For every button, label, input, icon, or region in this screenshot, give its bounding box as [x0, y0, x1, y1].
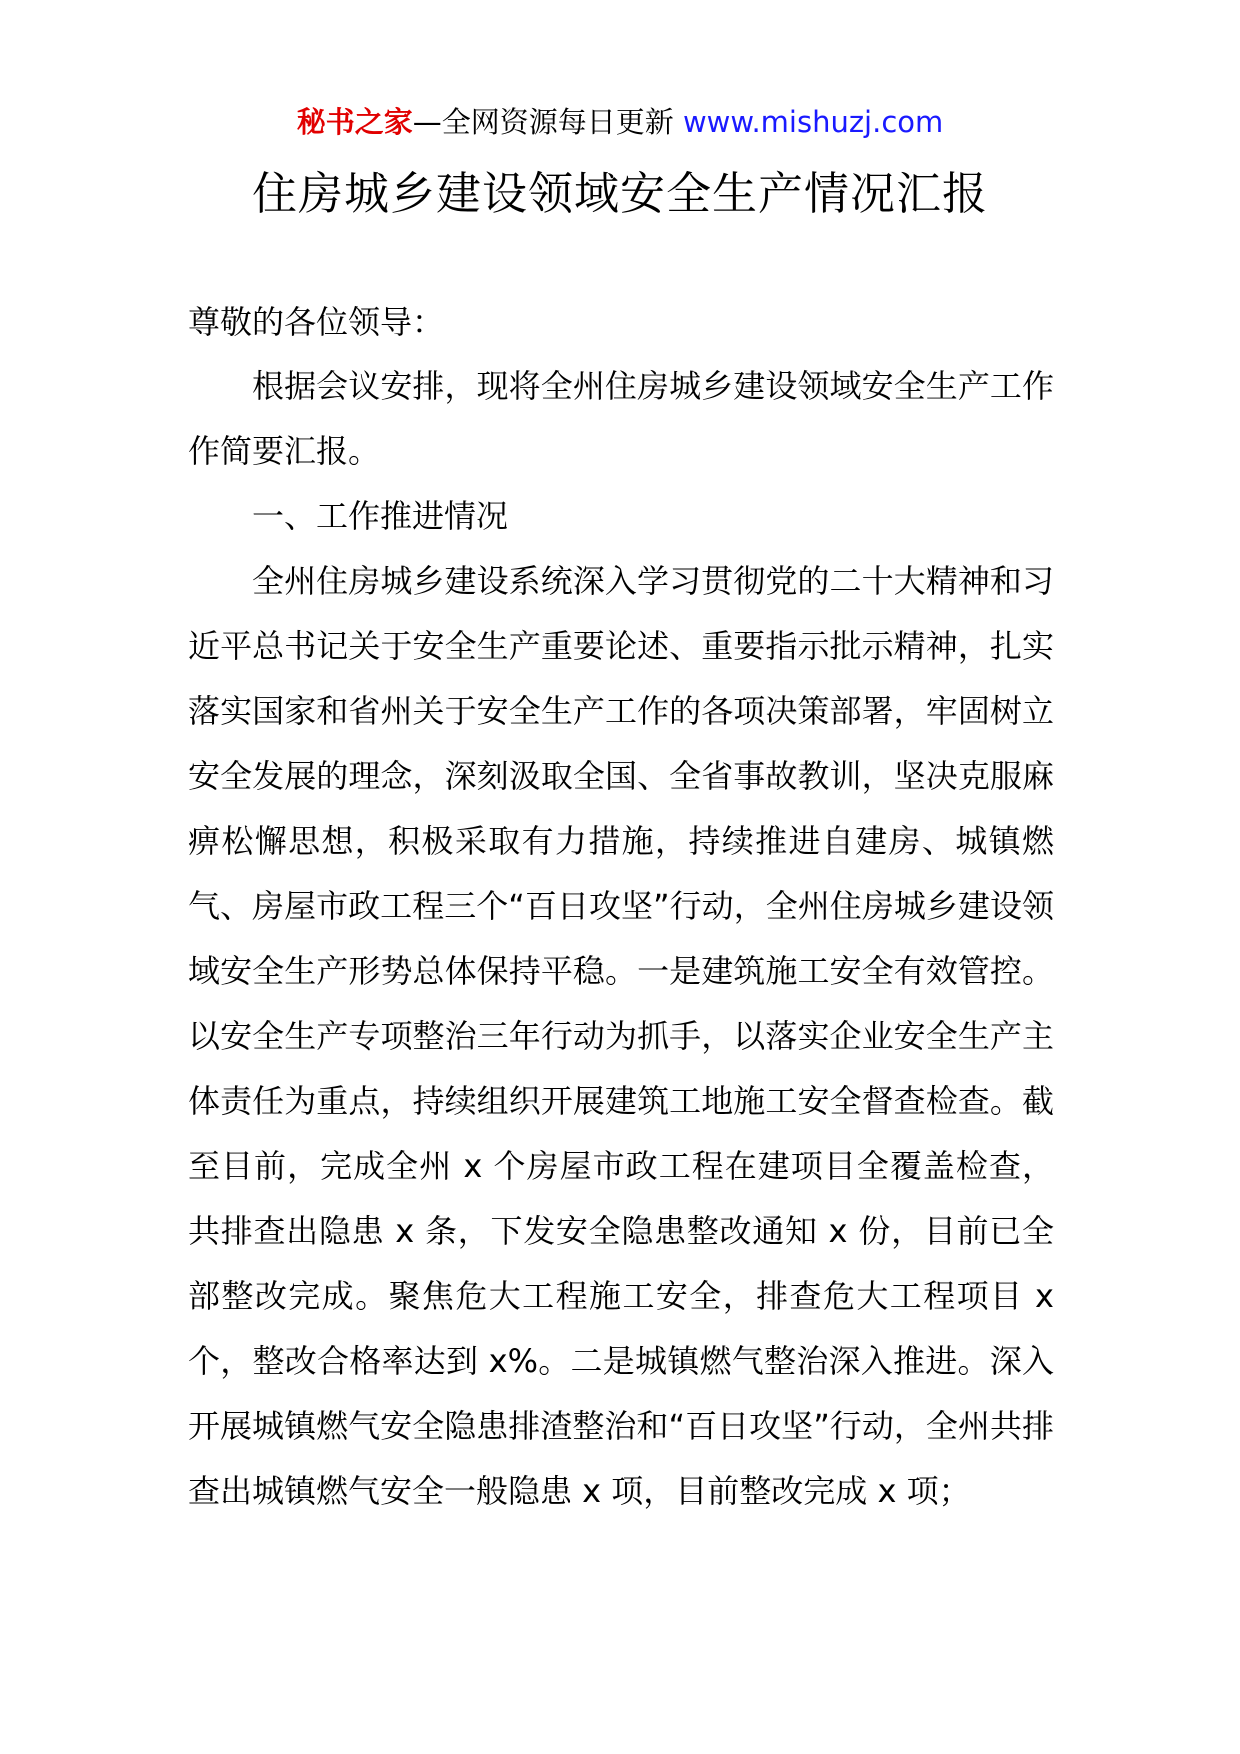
salutation: [188, 290, 1054, 355]
site-url-link[interactable]: www.mishuzj.com: [682, 105, 944, 139]
site-tagline: —全网资源每日更新: [412, 105, 683, 139]
body-paragraph-text: 全州住房城乡建设系统深入学习贯彻党的二十大精神和习近平总书记关于安全生产重要论述、重要指示批示精神，扎实落实国家和省州关于安全生产工作的各项决策部署，牢固树立安全发展的理念，深刻汲取全国、全省事故教训，坚决克服麻痹松懈思想，积极采取有力措施，持续推进自建房、城镇燃气、房屋市政工程三个“百日攻坚”行动，全州住房城乡建设领域安全生产形势总体保持平稳。一是建筑施工安全有效管控。以安全生产专项整治三年行动为抓手，以落实企业安全生产主体责任为重点，持续组织开展建筑工地施工安全督查检查。截至目前，完成全州 x 个房屋市政工程在建项目全覆盖检查，共排查出隐患 x 条，下发安全隐患整改通知 x 份，目前已全部整改完成。聚焦危大工程施工安全，排查危大工程项目 x 个，整改合格率达到 x%。二是城镇燃气整治深入推进。深入开展城镇燃气安全隐患排渣整治和“百日攻坚”行动，全州共排查出城镇燃气安全一般隐患 x 项，目前整改完成 x 项；: [188, 562, 1054, 1510]
section-heading-text: 一、工作推进情况: [252, 497, 509, 535]
section-heading: [188, 484, 1054, 549]
body-paragraph: [188, 549, 1054, 1524]
site-header: [0, 100, 1240, 144]
site-brand: 秘书之家: [296, 105, 413, 139]
intro-text: 根据会议安排，现将全州住房城乡建设领域安全生产工作作简要汇报。: [188, 367, 1054, 470]
salutation-text: 尊敬的各位领导：: [188, 303, 445, 341]
intro-paragraph: [188, 354, 1054, 484]
document-title: 住房城乡建设领域安全生产情况汇报: [251, 167, 988, 220]
